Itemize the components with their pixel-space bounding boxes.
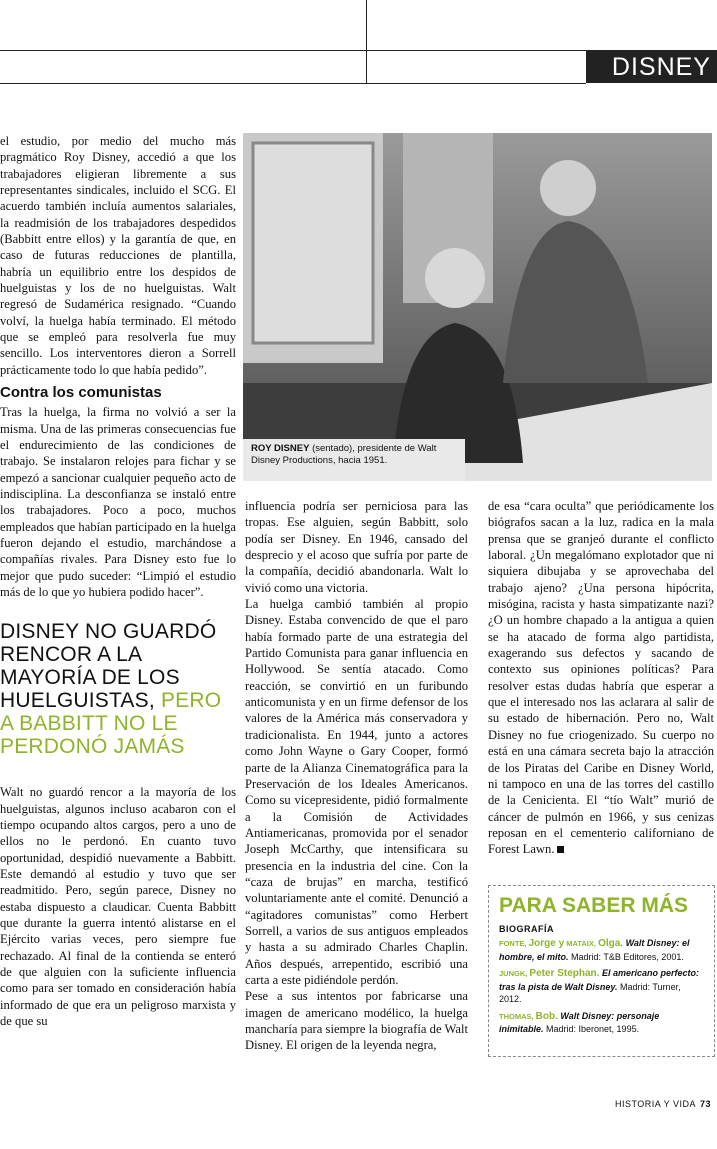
column-3: [488, 498, 714, 858]
ref-publisher: Madrid: Turner, 2012.: [499, 981, 681, 1004]
ref-publisher: Madrid: Iberonet, 1995.: [543, 1024, 640, 1034]
page-number: 73: [699, 1099, 711, 1109]
caption-name: ROY DISNEY: [251, 443, 310, 454]
paragraph: influencia podría ser perniciosa para las tropas. Ese alguien, según Babbitt, solo podía ser Disney. En 1946, cansado del desprecio y el acoso que sufría por parte de la compañía, decidió abandonarla. Walt lo vivió como una victoria.: [245, 499, 468, 595]
ref-author-prefix: FONTE,: [499, 939, 529, 948]
reference-item: [499, 967, 704, 1006]
paragraph: La huelga cambió también al propio Disney. Estaba convencido de que el paro había formado parte de una estrategia del Partido Comunista para ganar influencia en Hollywood. Se sentía atacado. Como reacción, se convirtió en un furibundo anticomunista y en un firme defensor de los valores de la América más conservadora y tradicionalista. En 1944, junto a actores como John Wayne o Gary Cooper, formó parte de la Alianza Cinematográfica para la Preservación de los Ideales Americanos. Como su vicepresidente, pidió formalmente a la Comisión de Actividades Antiamericanas, promovida por el senador Joseph McCarthy, que intensificara su presencia en la industria del cine. Con la “caza de brujas” en marcha, testificó voluntariamente ante el comité. Denunció a “agitadores comunistas” como Herbert Sorrell, a varios de sus antiguos empleados y hasta a su admirado Charles Chaplin. Años después, arrepentido, escribió una carta a este pidiéndole perdón.: [245, 597, 468, 987]
reference-item: [499, 1010, 704, 1036]
ref-title: El americano perfecto: tras la pista de Walt Disney.: [499, 968, 699, 992]
ref-title: Walt Disney: personaje inimitable.: [499, 1010, 660, 1034]
paragraph: Tras la huelga, la firma no volvió a ser la misma. Una de las primeras consecuencias fue el endurecimiento de las condiciones de trabajo. Se instalaron relojes para fichar y se empezó a sancionar cualquier pequeño acto de indisciplina. La desconfianza se instaló entre los trabajadores. Poco a poco, muchos empleados que habían participado en la huelga fueron dejando el estudio, marchándose a compañías rivales. Para Disney esto fue lo mejor que pudo suceder: “Limpió el estudio más de lo que yo hubiera podido hacer”.: [0, 405, 236, 599]
paragraph: Walt no guardó rencor a la mayoría de los huelguistas, algunos incluso acabaron con el tiempo ocupando altos cargos, pero a uno de ellos no le perdonó. En cuanto tuvo oportunidad, despidió nuevamente a Babbitt. Este demandó al estudio y tuvo que ser readmitido. Pero, según parece, Disney no estaba dispuesto a claudicar. Cuenta Babbitt que durante la guerra intentó alistarse en el Ejército varias veces, pero siempre fue rechazado. Al final de la contienda se enteró de que alguien con la suficiente influencia como para ser tomado en consideración había informado de que era un peligroso marxista y de que su: [0, 785, 236, 1029]
caption-text: (sentado), presidente de Walt Disney Productions, hacia 1951.: [251, 443, 437, 466]
further-reading-box: [488, 885, 715, 1057]
column-2: [245, 498, 468, 1054]
pull-quote: [0, 620, 236, 758]
box-section-label: BIOGRAFÍA: [499, 924, 554, 934]
reference-item: [499, 937, 704, 963]
photo: [243, 133, 712, 481]
paragraph: [488, 498, 714, 858]
pull-quote-highlight: PERO A BABBITT NO LE PERDONÓ JAMÁS: [0, 689, 222, 759]
photo-image: [243, 133, 712, 481]
paragraph: Pese a sus intentos por fabricarse una imagen de americano modélico, la huelga mancharía para siempre la biografía de Walt Disney. El origen de la leyenda negra,: [245, 989, 468, 1053]
ref-author-prefix: MATAIX,: [564, 939, 599, 948]
page-footer: [615, 1099, 711, 1109]
ref-author-name: Olga.: [598, 938, 624, 949]
photo-caption: [243, 439, 465, 481]
pull-quote-main: DISNEY NO GUARDÓ RENCOR A LA MAYORÍA DE LOS HUELGUISTAS,: [0, 620, 217, 713]
section-title: DISNEY: [586, 51, 717, 83]
ref-title: Walt Disney: el hombre, el mito.: [499, 938, 690, 962]
ref-author-name: Bob.: [535, 1010, 558, 1022]
paragraph-text: de esa “cara oculta” que periódicamente los biógrafos sacan a la luz, radica en la mala prensa que se granjeó durante el conflicto laboral. ¿Un megalómano explotador que ni siquiera dibujaba y se aprovechaba del trabajo ajeno? ¿Una persona hipócrita, misógina, racista y hasta simpatizante nazi? ¿O un hombre chapado a la antigua a quien se ha atacado de forma algo partidista, exagerando sus defectos y sacando de contexto sus opiniones políticas? Para resolver estas dudas habría que esperar a que el interesado nos las aclarara al salir de su estado de hibernación. Pero no, Walt Disney no fue criogenizado. Su cuerpo no está en una cámara secreta bajo la atracción de los Piratas del Caribe en Disney World, ni tampoco en una de las torres del castillo de la Cenicienta. El “tío Walt” murió de cáncer de pulmón en 1966, y sus cenizas reposan en el cementerio californiano de Forest Lawn.: [488, 499, 714, 857]
paragraph: el estudio, por medio del mucho más pragmático Roy Disney, accedió a que los trabajadores eligieran libremente a sus representantes sindicales, incluido el SCG. El acuerdo también incluía aumentos salariales, la readmisión de los trabajadores despedidos (Babbitt entre ellos) y la garantía de que, en caso de futuras reducciones de plantilla, habría un equilibrio entre los despidos de huelguistas y los de no huelguistas. Walt regresó de Sudamérica resignado. “Cuando volví, la huelga había terminado. El método que se empleó para resolverla fue muy sencillo. Los interventores dieron a Sorrell prácticamente todo lo que había pedido”.: [0, 134, 236, 377]
subheading: Contra los comunistas: [0, 384, 162, 402]
column-1: [0, 133, 236, 1029]
ref-author-name: Jorge y: [528, 938, 565, 949]
box-title: PARA SABER MÁS: [499, 894, 689, 917]
ref-author-prefix: JUNGK,: [499, 969, 530, 978]
ref-author-prefix: THOMAS,: [499, 1011, 536, 1021]
header-rule-bottom: [0, 83, 586, 84]
end-mark-icon: [557, 846, 564, 853]
magazine-name: HISTORIA Y VIDA: [614, 1099, 696, 1109]
ref-publisher: Madrid: T&B Editores, 2001.: [568, 951, 684, 962]
header-divider: [366, 0, 367, 84]
ref-author-name: Peter Stephan.: [529, 968, 600, 979]
